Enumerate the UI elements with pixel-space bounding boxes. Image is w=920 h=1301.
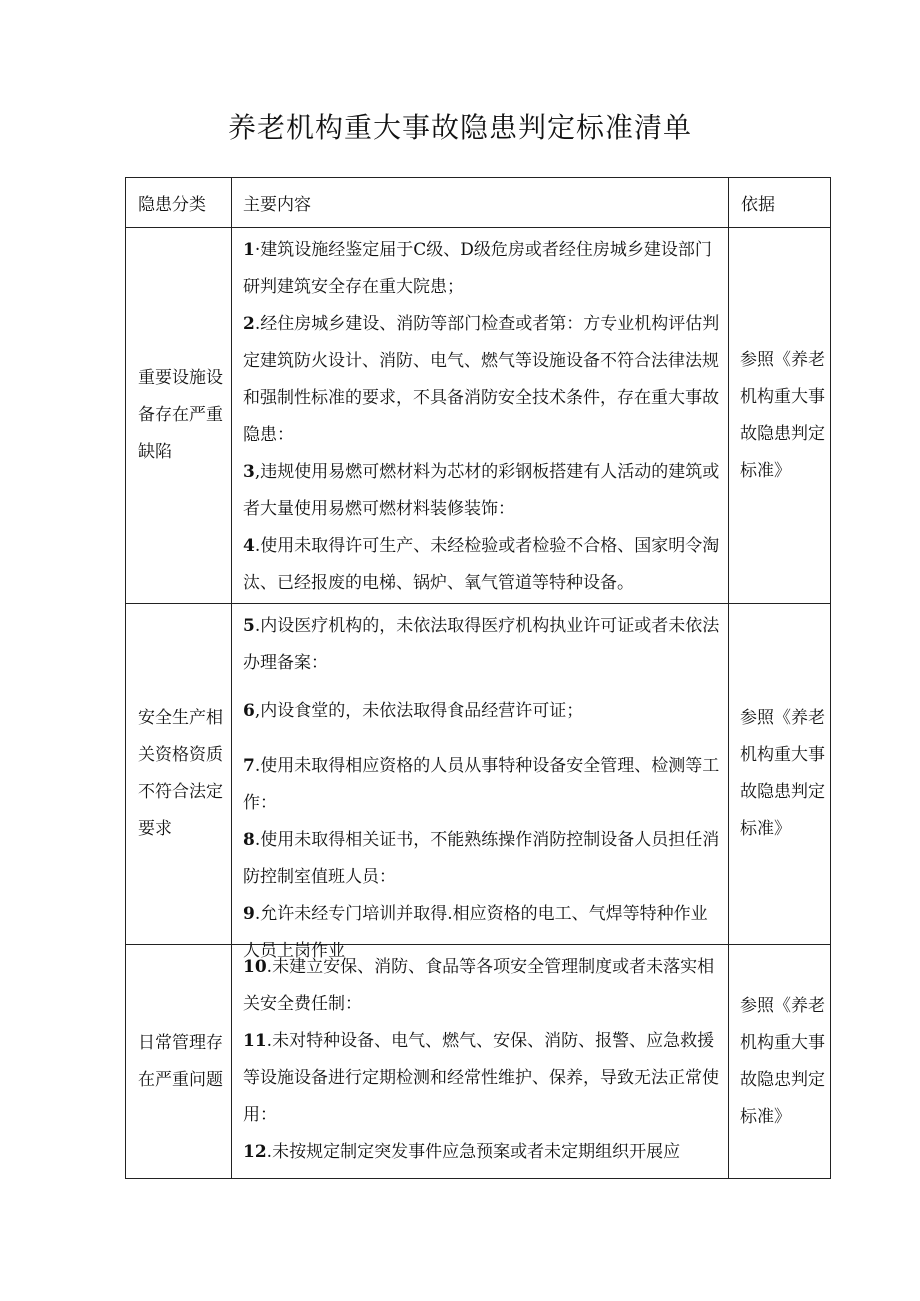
row-basis: 参照《养老机构重大事故隐忠判定标准》: [729, 945, 831, 1179]
table-row: [126, 604, 831, 945]
list-item: 7.使用未取得相应资格的人员从事特种设备安全管理、检测等工作：: [243, 756, 720, 813]
header-category: 隐患分类: [126, 178, 232, 228]
list-item: 4.使用未取得许可生产、未经检验或者检验不合格、国家明令淘汰、已经报废的电梯、锅炉、氧气管道等特种设备。: [243, 536, 720, 593]
list-item: 1·建筑设施经鉴定届于C级、D级危房或者经住房城乡建设部门研判建筑安全存在重大院患；: [243, 240, 712, 297]
list-item: 6,内设食堂的，未依法取得食品经营许可证；: [243, 701, 584, 721]
row-category: 日常管理存在严重问题: [126, 945, 232, 1179]
list-item: 2.经住房城乡建设、消防等部门检查或者第：方专业机构评估判定建筑防火设计、消防、电气、燃气等设施设备不符合法律法规和强制性标准的要求，不具备消防安全技术条件，存在重大事故隐患：: [243, 314, 720, 445]
row-category: 重要设施设备存在严重缺陷: [126, 228, 232, 604]
row-category: 安全生产相关资格资质不符合法定要求: [126, 604, 232, 945]
row-content: [232, 945, 729, 1179]
header-content: 主要内容: [232, 178, 729, 228]
document-title: 养老机构重大事故隐患判定标准清单: [227, 111, 692, 144]
list-item: 8.使用未取得相关证书，不能熟练操作消防控制设备人员担任消防控制室值班人员：: [243, 830, 720, 887]
row-basis: 参照《养老机构重大事故隐患判定标准》: [729, 604, 831, 945]
row-content: [232, 604, 729, 961]
hazard-standards-table: [125, 177, 831, 1179]
table-header-row: [126, 178, 831, 228]
table-row: [126, 945, 831, 1179]
list-item: 12.未按规定制定突发事件应急预案或者未定期组织开展应: [243, 1142, 681, 1162]
table-row: [126, 228, 831, 604]
list-item: 5.内设医疗机构的，未依法取得医疗机构执业许可证或者未依法办理备案：: [243, 616, 720, 673]
row-basis: 参照《养老机构重大事故隐患判定标准》: [729, 228, 831, 604]
list-item: 10.未建立安保、消防、食品等各项安全管理制度或者未落实相关安全费任制：: [243, 957, 715, 1014]
list-item: 11.未对特种设备、电气、燃气、安保、消防、报警、应急救援等设施设备进行定期检测和经常性维护、保养，导致无法正常使用：: [243, 1031, 719, 1125]
list-item: 3,违规使用易燃可燃材料为芯材的彩钢板搭建有人活动的建筑或者大量使用易燃可燃材料装修装饰：: [243, 462, 720, 519]
header-basis: 依据: [729, 178, 831, 228]
list-item: 9.允许未经专门培训并取得.相应资格的电工、气焊等特种作业人员上岗作业: [243, 904, 708, 961]
row-content: [232, 228, 729, 604]
